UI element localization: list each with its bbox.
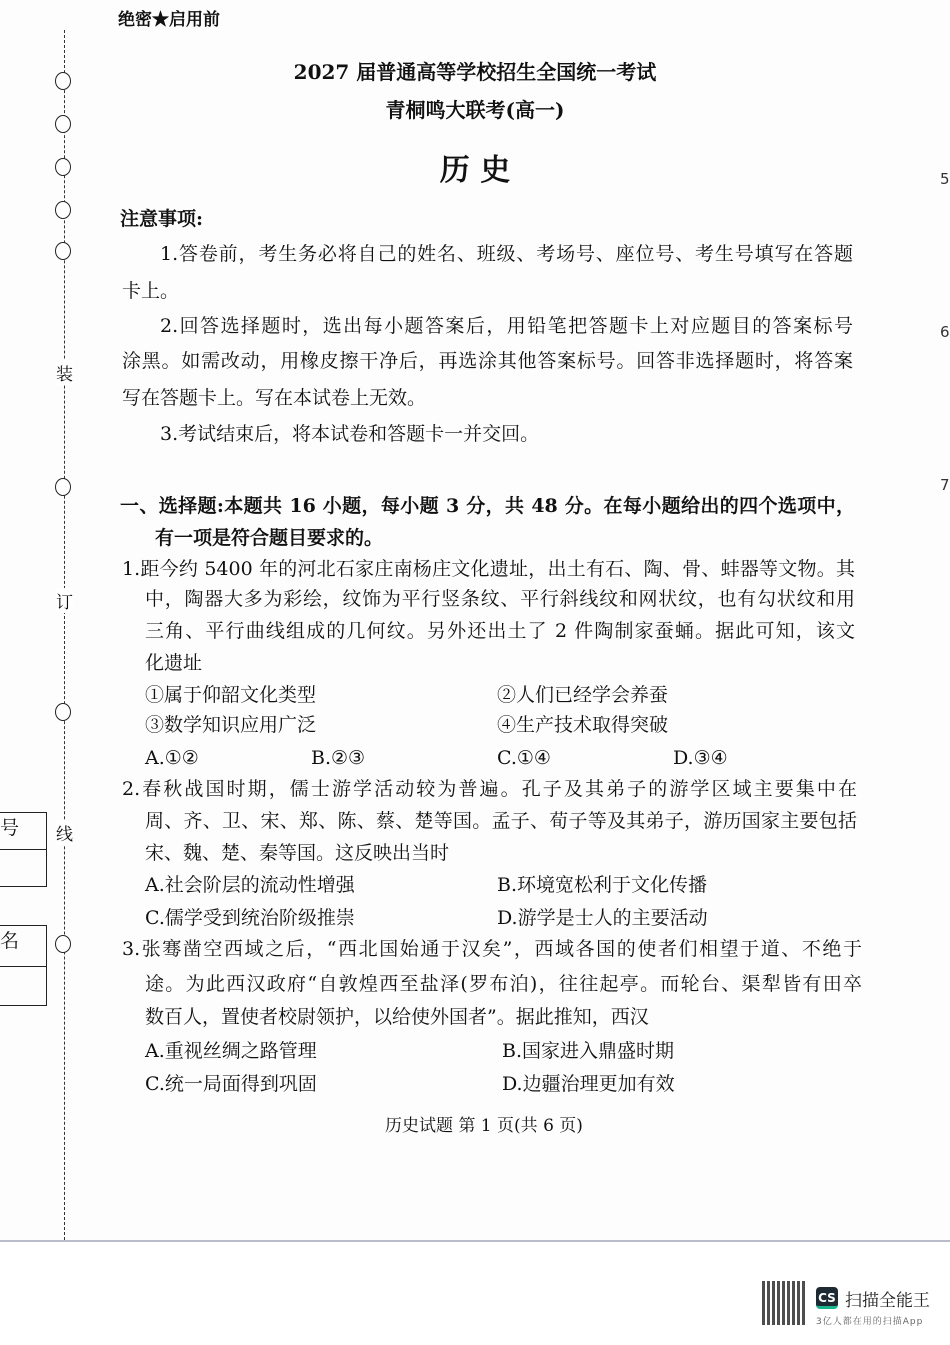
q3-option: B.国家进入鼎盛时期: [502, 1040, 675, 1062]
q1-item: ③数学知识应用广泛: [145, 714, 317, 736]
margin-number: 7: [940, 476, 950, 494]
notice-line: 写在答题卡上。写在本试卷上无效。: [122, 387, 427, 409]
notice-line: 1.答卷前，考生务必将自己的姓名、班级、考场号、座位号、考生号填写在答题: [160, 243, 853, 265]
binding-hole: [55, 478, 71, 496]
exam-subtitle: 青桐鸣大联考(高一): [385, 98, 565, 122]
q1-option: B.②③: [311, 747, 366, 769]
scanner-name: 扫描全能王: [845, 1291, 930, 1311]
binding-hole: [55, 703, 71, 721]
q1-stem: 三角、平行曲线组成的几何纹。另外还出土了 2 件陶制家蚕蛹。据此可知，该文: [145, 620, 855, 642]
name-box: [0, 925, 47, 967]
q1-option: D.③④: [673, 747, 728, 769]
student-id-box: [0, 812, 47, 850]
q2-stem: 宋、魏、楚、秦等国。这反映出当时: [145, 842, 450, 864]
section-heading: 一、选择题:本题共 16 小题，每小题 3 分，共 48 分。在每小题给出的四个选项中，: [120, 495, 855, 517]
binding-hole: [55, 935, 71, 953]
q1-option: C.①④: [497, 747, 551, 769]
binding-hole: [55, 158, 71, 176]
header-tag: 绝密★启用前: [118, 10, 220, 30]
q3-option: A.重视丝绸之路管理: [145, 1040, 317, 1062]
q3-stem: 途。为此西汉政府“自敦煌西至盐泽(罗布泊)，往往起亭。而轮台、渠犁皆有田卒: [145, 973, 862, 995]
name-label: 名: [0, 930, 20, 952]
binding-label: 装: [56, 360, 73, 385]
q2-option: B.环境宽松利于文化传播: [497, 874, 708, 896]
q1-option: A.①②: [145, 747, 199, 769]
q3-stem: 3.张骞凿空西域之后，“西北国始通于汉矣”，西域各国的使者们相望于道、不绝于: [122, 938, 862, 960]
exam-title: 2027 届普通高等学校招生全国统一考试: [293, 60, 657, 84]
notice-line: 3.考试结束后，将本试卷和答题卡一并交回。: [160, 423, 540, 445]
q3-option: D.边疆治理更加有效: [502, 1073, 675, 1095]
binding-hole: [55, 115, 71, 133]
notice-line: 涂黑。如需改动，用橡皮擦干净后，再选涂其他答案标号。回答非选择题时，将答案: [122, 350, 853, 372]
margin-number: 5: [940, 170, 950, 188]
camscanner-logo: CS: [816, 1287, 838, 1309]
margin-number: 6: [940, 323, 950, 341]
q1-item: ①属于仰韶文化类型: [145, 684, 317, 706]
q3-stem: 数百人，置使者校尉领护，以给使外国者”。据此推知，西汉: [145, 1006, 649, 1028]
q2-option: C.儒学受到统治阶级推崇: [145, 907, 355, 929]
page-footer: 历史试题 第 1 页(共 6 页): [385, 1116, 583, 1136]
name-field: [0, 965, 47, 1006]
notice-line: 2.回答选择题时，选出每小题答案后，用铅笔把答题卡上对应题目的答案标号: [160, 315, 853, 337]
subject-title: 历 史: [439, 153, 511, 188]
binding-hole: [55, 72, 71, 90]
student-id-label: 号: [0, 817, 20, 839]
q1-item: ④生产技术取得突破: [497, 714, 669, 736]
notice-title: 注意事项:: [120, 208, 204, 230]
q1-stem: 中，陶器大多为彩绘，纹饰为平行竖条纹、平行斜线纹和网状纹，也有勾状纹和用: [145, 588, 855, 610]
binding-hole: [55, 201, 71, 219]
scanner-slogan: 3亿人都在用的扫描App: [816, 1317, 924, 1327]
q3-option: C.统一局面得到巩固: [145, 1073, 317, 1095]
q1-stem: 化遗址: [145, 652, 203, 674]
student-id-field: [0, 848, 47, 887]
q2-option: A.社会阶层的流动性增强: [145, 874, 355, 896]
binding-label: 线: [56, 820, 73, 845]
q2-option: D.游学是士人的主要活动: [497, 907, 708, 929]
qr-code: [762, 1281, 806, 1325]
section-heading: 有一项是符合题目要求的。: [155, 527, 384, 549]
binding-label: 订: [56, 588, 73, 613]
q1-stem: 1.距今约 5400 年的河北石家庄南杨庄文化遗址，出土有石、陶、骨、蚌器等文物。其: [122, 558, 855, 580]
q1-item: ②人们已经学会养蚕: [497, 684, 669, 706]
notice-line: 卡上。: [122, 280, 180, 302]
q2-stem: 周、齐、卫、宋、郑、陈、蔡、楚等国。孟子、荀子等及其弟子，游历国家主要包括: [145, 810, 857, 832]
q2-stem: 2.春秋战国时期，儒士游学活动较为普遍。孔子及其弟子的游学区域主要集中在: [122, 778, 857, 800]
binding-hole: [55, 242, 71, 260]
